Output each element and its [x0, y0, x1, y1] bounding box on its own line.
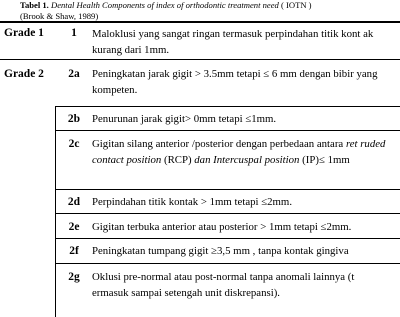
row-rule-2b: [55, 130, 400, 131]
row-description: Oklusi pre-normal atau post-normal tanpa anomali lainnya (t ermasuk sampai setengah unit diskrepansi).: [92, 271, 355, 299]
row-code: 2a: [68, 68, 80, 80]
row-text-italic: dan Intercuspal position: [194, 154, 300, 166]
row-code: 1: [71, 27, 77, 39]
row-code: 2f: [69, 245, 79, 257]
row-code: 2e: [68, 221, 80, 233]
grade-2-label: Grade 2: [4, 68, 44, 80]
row-description: Gigitan terbuka anterior atau posterior > 1mm tetapi ≤2mm.: [92, 221, 352, 233]
caption-source: (Brook & Shaw, 1989): [20, 10, 99, 21]
caption-title: Dental Health Components of index of orthodontic treatment need: [50, 0, 279, 10]
row-rule-2f: [55, 263, 400, 264]
row-description: Peningkatan jarak gigit > 3.5mm tetapi ≤ 6 mm dengan bibir yang kompeten.: [92, 68, 378, 96]
row-description: Penurunan jarak gigit> 0mm tetapi ≤1mm.: [92, 113, 277, 125]
row-description: Peningkatan tumpang gigit ≥3,5 mm , tanpa kontak gingiva: [92, 245, 349, 257]
table-caption: [20, 0, 398, 21]
grade-1-label: Grade 1: [4, 27, 44, 39]
row-rule-2d: [55, 213, 400, 214]
row-text-part: (RCP): [161, 154, 195, 166]
grade-divider-rule: [0, 59, 400, 60]
row-text-italic: ret ruded contact position: [92, 138, 386, 166]
row-code: 2g: [68, 271, 80, 283]
row-code: 2d: [67, 196, 81, 208]
row-description: Perpindahan titik kontak > 1mm tetapi ≤2mm.: [92, 196, 293, 208]
row-rule-2e: [55, 238, 400, 239]
row-description: Maloklusi yang sangat ringan termasuk perpindahan titik kont ak kurang dari 1mm.: [92, 28, 374, 56]
row-code: 2b: [67, 113, 81, 125]
caption-abbr: ( IOTN ): [281, 0, 312, 10]
row-text-part: Gigitan silang anterior /posterior dengan perbedaan antara: [92, 138, 346, 150]
caption-label: Tabel 1.: [20, 0, 49, 10]
row-text-part: (IP)≤ 1mm: [299, 154, 350, 166]
column-rule: [55, 106, 56, 317]
row-description: [92, 136, 392, 168]
row-rule-2c: [55, 189, 400, 190]
table-top-rule: [0, 21, 400, 23]
row-code: 2c: [68, 138, 80, 150]
row-rule-2a: [55, 106, 400, 107]
